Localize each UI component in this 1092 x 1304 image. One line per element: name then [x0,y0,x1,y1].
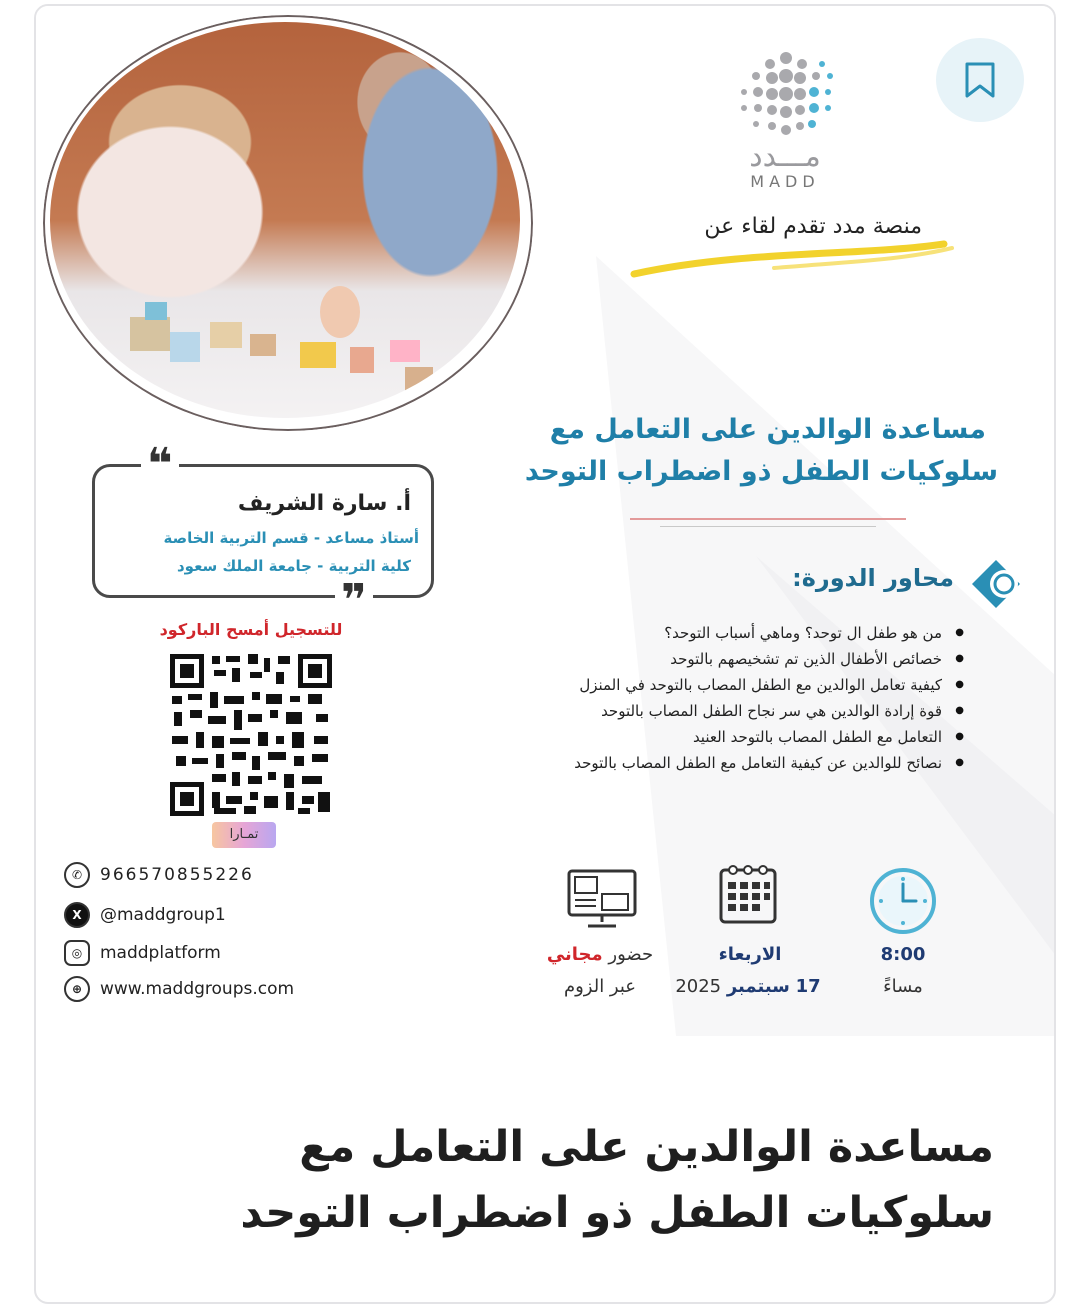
instagram-icon: ◎ [64,940,90,966]
attendance-via: عبر الزوم [563,976,637,997]
x-handle: @maddgroup1 [100,905,226,925]
event-time: 8:00 [880,944,926,965]
instagram-handle: maddplatform [100,943,221,963]
phone-number: 966570855226 [100,865,254,885]
topics-list [404,620,964,776]
topic-item: ● قوة إرادة الوالدين هي سر نجاح الطفل المصاب بالتوحد [404,698,964,724]
topics-heading-icon [966,554,1024,614]
speaker-role-line1: أستاذ مساعد - قسم التربية الخاصة [163,529,419,547]
contact-website[interactable] [64,976,294,1002]
speaker-name: أ. سارة الشريف [237,491,411,516]
event-month: سبتمبر [726,976,790,997]
intro-text: منصة مدد تقدم لقاء عن [704,214,922,239]
article-headline[interactable] [94,1114,994,1246]
globe-icon: ⊕ [64,976,90,1002]
madd-logo-icon [726,46,846,146]
article-headline-line1: مساعدة الوالدين على التعامل مع [299,1122,994,1172]
x-icon: X [64,902,90,928]
contact-x[interactable] [64,902,226,928]
quote-close-mark: ❞ [335,581,373,621]
topic-item: ● من هو طفل ال توحد؟ وماهي أسباب التوحد؟ [404,620,964,646]
bookmark-button[interactable] [936,38,1024,122]
divider-line [630,518,906,520]
attendance-prefix: حضور [608,944,654,965]
topic-item: ● كيفية تعامل الوالدين مع الطفل المصاب بالتوحد في المنزل [404,672,964,698]
event-day: الاربعاء [718,944,782,965]
attendance-free-label: مجاني [546,944,603,965]
event-date [658,976,838,997]
event-year: 2025 [675,976,722,997]
topic-item: ● التعامل مع الطفل المصاب بالتوحد العنيد [404,724,964,750]
topics-heading: محاور الدورة: [792,564,954,592]
contact-phone[interactable] [64,862,254,888]
event-poster [36,6,1056,1036]
register-label: للتسجيل أمسح الباركود [159,620,343,639]
brand-name-english: MADD [750,172,820,191]
event-time-period: مساءً [883,976,923,997]
speaker-card [92,439,434,626]
whatsapp-icon: ✆ [64,862,90,888]
article-headline-line2: سلوكيات الطفل ذو اضطراب التوحد [240,1188,994,1238]
bookmark-icon [963,61,997,99]
event-day-number: 17 [795,976,821,997]
calendar-icon [718,862,780,928]
contact-instagram[interactable] [64,940,221,966]
poster-title-line2: سلوكيات الطفل ذو اضطراب التوحد [524,456,998,487]
registration-qr-code[interactable] [168,652,334,818]
attendance-free [530,944,670,965]
child-photo [50,22,520,418]
sponsor-badge: تمـارا [212,822,276,848]
website-url: www.maddgroups.com [100,979,295,999]
topic-item: ● نصائح للوالدين عن كيفية التعامل مع الطفل المصاب بالتوحد [404,750,964,776]
poster-title-line1: مساعدة الوالدين على التعامل مع [549,414,986,445]
monitor-icon [566,868,638,932]
divider-line-thin [660,526,876,527]
post-card [34,4,1056,1304]
topic-item: ● خصائص الأطفال الذين تم تشخيصهم بالتوحد [404,646,964,672]
brand-name-arabic: مـــدد [749,139,821,174]
quote-open-mark: ❝ [141,445,179,485]
speaker-role-line2: كلية التربية - جامعة الملك سعود [176,557,411,575]
clock-icon [868,866,938,936]
